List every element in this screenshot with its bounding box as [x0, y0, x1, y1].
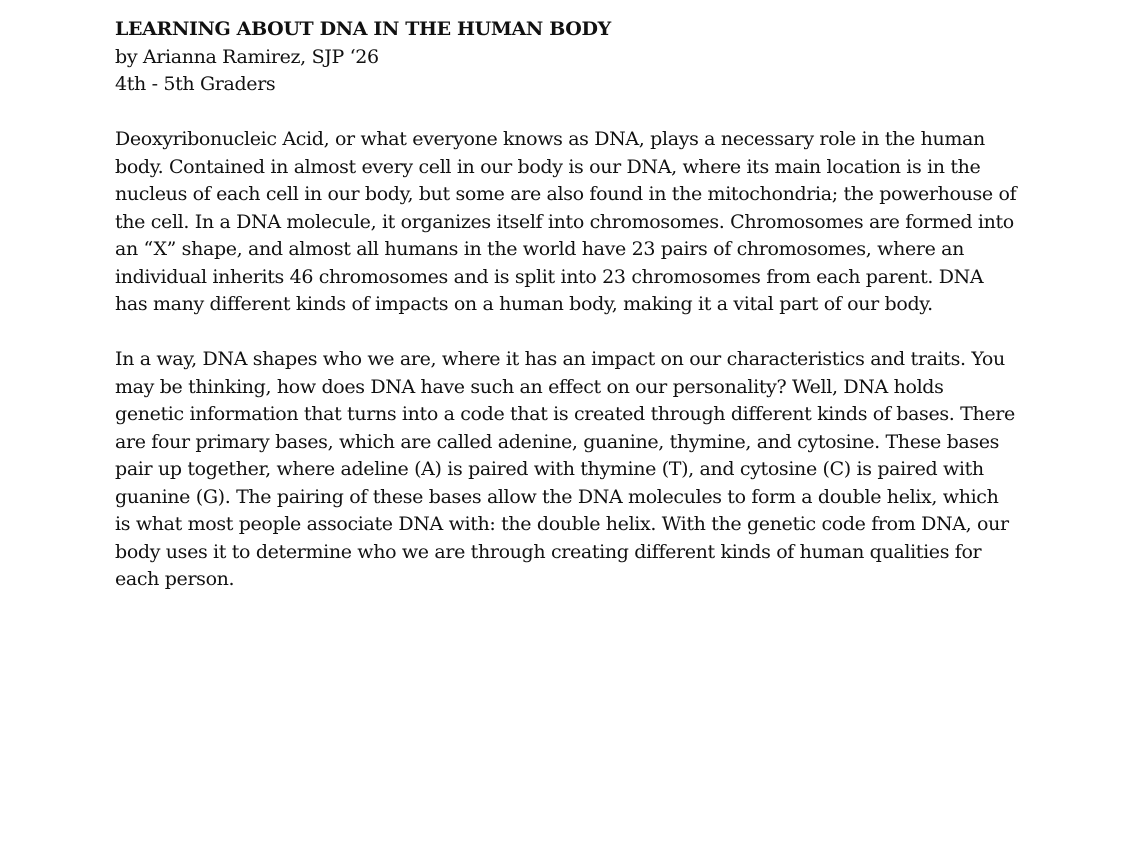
- paragraph-line: is what most people associate DNA with: the double helix. With the genetic code from DNA, our: [115, 513, 1009, 535]
- paragraph-2: [115, 346, 1015, 594]
- paragraph-line: the cell. In a DNA molecule, it organizes itself into chromosomes. Chromosomes are formed into: [115, 210, 1014, 233]
- paragraph-line: guanine (G). The pairing of these bases allow the DNA molecules to form a double helix, which: [115, 485, 999, 508]
- document-body: [115, 16, 1015, 594]
- paragraph-line: pair up together, where adeline (A) is paired with thymine (T), and cytosine (C) is paired with: [115, 458, 984, 480]
- paragraph-line: body. Contained in almost every cell in our body is our DNA, where its main location is in the: [115, 155, 981, 178]
- paragraph-line: body uses it to determine who we are through creating different kinds of human qualities for: [115, 540, 982, 563]
- paragraph-line: In a way, DNA shapes who we are, where it has an impact on our characteristics and traits. You: [115, 348, 1005, 370]
- paragraph-line: has many different kinds of impacts on a human body, making it a vital part of our body.: [115, 293, 933, 315]
- paragraph-line: each person.: [115, 568, 235, 590]
- author-byline: by Arianna Ramirez, SJP ‘26: [115, 45, 379, 68]
- paragraph-line: an “X” shape, and almost all humans in the world have 23 pairs of chromosomes, where an: [115, 238, 965, 260]
- paragraph-1: [115, 126, 1015, 319]
- paragraph-line: genetic information that turns into a code that is created through different kinds of bases. There: [115, 403, 1015, 425]
- paragraph-line: individual inherits 46 chromosomes and is split into 23 chromosomes from each parent. DNA: [115, 265, 984, 288]
- grade-level: 4th - 5th Graders: [115, 73, 276, 95]
- paragraph-line: may be thinking, how does DNA have such an effect on our personality? Well, DNA holds: [115, 375, 944, 398]
- paragraph-line: nucleus of each cell in our body, but some are also found in the mitochondria; the powerhouse of: [115, 183, 1017, 205]
- paragraph-line: are four primary bases, which are called adenine, guanine, thymine, and cytosine. These bases: [115, 430, 1000, 453]
- document-title: LEARNING ABOUT DNA IN THE HUMAN BODY: [115, 18, 611, 40]
- paragraph-line: Deoxyribonucleic Acid, or what everyone knows as DNA, plays a necessary role in the human: [115, 128, 985, 150]
